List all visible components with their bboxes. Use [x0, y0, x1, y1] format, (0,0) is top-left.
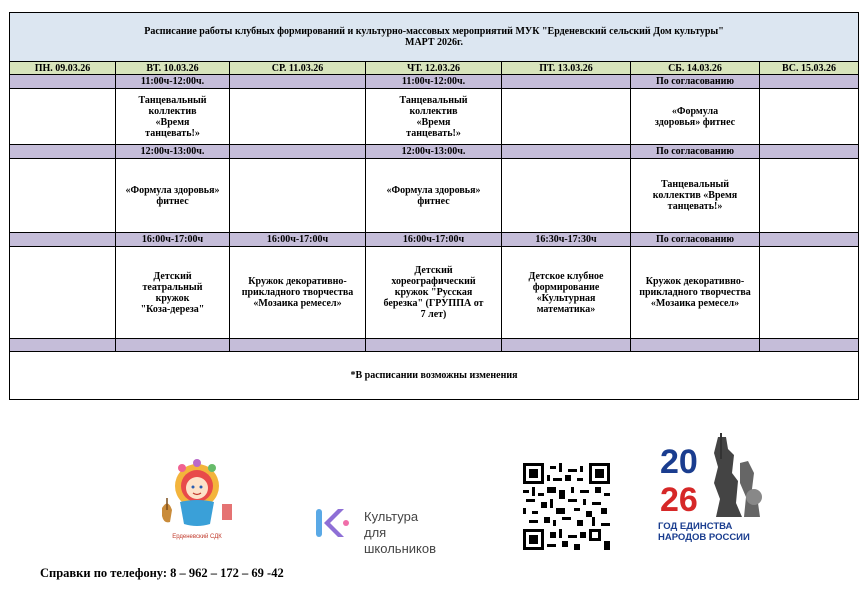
- time-cell: По согласованию: [631, 75, 760, 89]
- time-cell: [10, 145, 116, 159]
- time-cell: 12:00ч-13:00ч.: [366, 145, 502, 159]
- activity-cell: [502, 89, 631, 145]
- schedule-note: *В расписании возможны изменения: [10, 352, 859, 400]
- day-header: ПН. 09.03.26: [10, 62, 116, 75]
- page-title: [10, 13, 859, 62]
- day-header: ВС. 15.03.26: [760, 62, 859, 75]
- time-slot-row: [10, 75, 859, 89]
- year-badge-text: ГОД ЕДИНСТВА НАРОДОВ РОССИИ: [658, 521, 750, 543]
- activity-cell: [502, 159, 631, 233]
- days-row: [10, 62, 859, 75]
- qr-code-icon: [523, 463, 610, 550]
- activity-cell: «Формула здоровья» фитнес: [631, 89, 760, 145]
- empty-cell: [631, 339, 760, 352]
- activity-cell: [760, 89, 859, 145]
- time-cell: [230, 145, 366, 159]
- title-line-2: МАРТ 2026г.: [405, 37, 463, 48]
- activity-cell: Танцевальный коллектив «Время танцевать!»: [366, 89, 502, 145]
- day-header: СБ. 14.03.26: [631, 62, 760, 75]
- time-cell: 16:00ч-17:00ч: [230, 233, 366, 247]
- day-header: ЧТ. 12.03.26: [366, 62, 502, 75]
- year-of-unity-badge: [658, 433, 768, 553]
- note-row: [10, 352, 859, 400]
- empty-cell: [10, 339, 116, 352]
- activity-row: [10, 247, 859, 339]
- title-line-1: Расписание работы клубных формирований и культурно-массовых мероприятий МУК "Ерденевский сельский Дом культуры": [144, 26, 724, 37]
- empty-cell: [116, 339, 230, 352]
- day-header: ПТ. 13.03.26: [502, 62, 631, 75]
- year-bottom: 26: [660, 481, 698, 519]
- activity-cell: [230, 159, 366, 233]
- activity-cell: [760, 159, 859, 233]
- activity-cell: [10, 159, 116, 233]
- activity-cell: Кружок декоративно-прикладного творчества «Мозаика ремесел»: [230, 247, 366, 339]
- monument-icon: [658, 433, 768, 523]
- time-cell: [10, 75, 116, 89]
- time-cell: [502, 75, 631, 89]
- day-header: ВТ. 10.03.26: [116, 62, 230, 75]
- time-cell: По согласованию: [631, 233, 760, 247]
- time-cell: [10, 233, 116, 247]
- time-cell: 16:00ч-17:00ч: [366, 233, 502, 247]
- activity-cell: [760, 247, 859, 339]
- culture-house-logo: [152, 458, 242, 548]
- activity-cell: [230, 89, 366, 145]
- schedule-table: [9, 12, 859, 400]
- activity-cell: «Формула здоровья» фитнес: [366, 159, 502, 233]
- empty-row: [10, 339, 859, 352]
- activity-cell: Детское клубное формирование «Культурная математика»: [502, 247, 631, 339]
- header-row: [10, 13, 859, 62]
- culture-for-schoolchildren-text: Культура для школьников: [364, 509, 436, 556]
- day-header: СР. 11.03.26: [230, 62, 366, 75]
- activity-cell: Танцевальный коллектив «Время танцевать!»: [116, 89, 230, 145]
- empty-cell: [760, 339, 859, 352]
- time-cell: [502, 145, 631, 159]
- empty-cell: [366, 339, 502, 352]
- empty-cell: [502, 339, 631, 352]
- time-cell: 12:00ч-13:00ч.: [116, 145, 230, 159]
- activity-row: [10, 159, 859, 233]
- time-slot-row: [10, 233, 859, 247]
- time-cell: По согласованию: [631, 145, 760, 159]
- activity-cell: [10, 89, 116, 145]
- empty-cell: [230, 339, 366, 352]
- time-cell: 11:00ч-12:00ч.: [366, 75, 502, 89]
- activity-cell: Детский театральный кружок "Коза-дереза": [116, 247, 230, 339]
- culture-house-caption: Ерденевский СДК: [172, 534, 222, 540]
- activity-cell: [10, 247, 116, 339]
- time-cell: [760, 75, 859, 89]
- activity-cell: Танцевальный коллектив «Время танцевать!»: [631, 159, 760, 233]
- year-top: 20: [660, 443, 698, 481]
- activity-row: [10, 89, 859, 145]
- time-cell: [760, 145, 859, 159]
- activity-cell: Детский хореографический кружок "Русская березка" (ГРУППА от 7 лет): [366, 247, 502, 339]
- time-slot-row: [10, 145, 859, 159]
- activity-cell: «Формула здоровья» фитнес: [116, 159, 230, 233]
- culture-for-schoolchildren-logo: [312, 505, 492, 556]
- activity-cell: Кружок декоративно-прикладного творчества «Мозаика ремесел»: [631, 247, 760, 339]
- contact-phone: Справки по телефону: 8 – 962 – 172 – 69 -42: [40, 566, 284, 580]
- time-cell: [760, 233, 859, 247]
- time-cell: 11:00ч-12:00ч.: [116, 75, 230, 89]
- time-cell: [230, 75, 366, 89]
- time-cell: 16:30ч-17:30ч: [502, 233, 631, 247]
- time-cell: 16:00ч-17:00ч: [116, 233, 230, 247]
- k-letter-icon: [312, 505, 352, 541]
